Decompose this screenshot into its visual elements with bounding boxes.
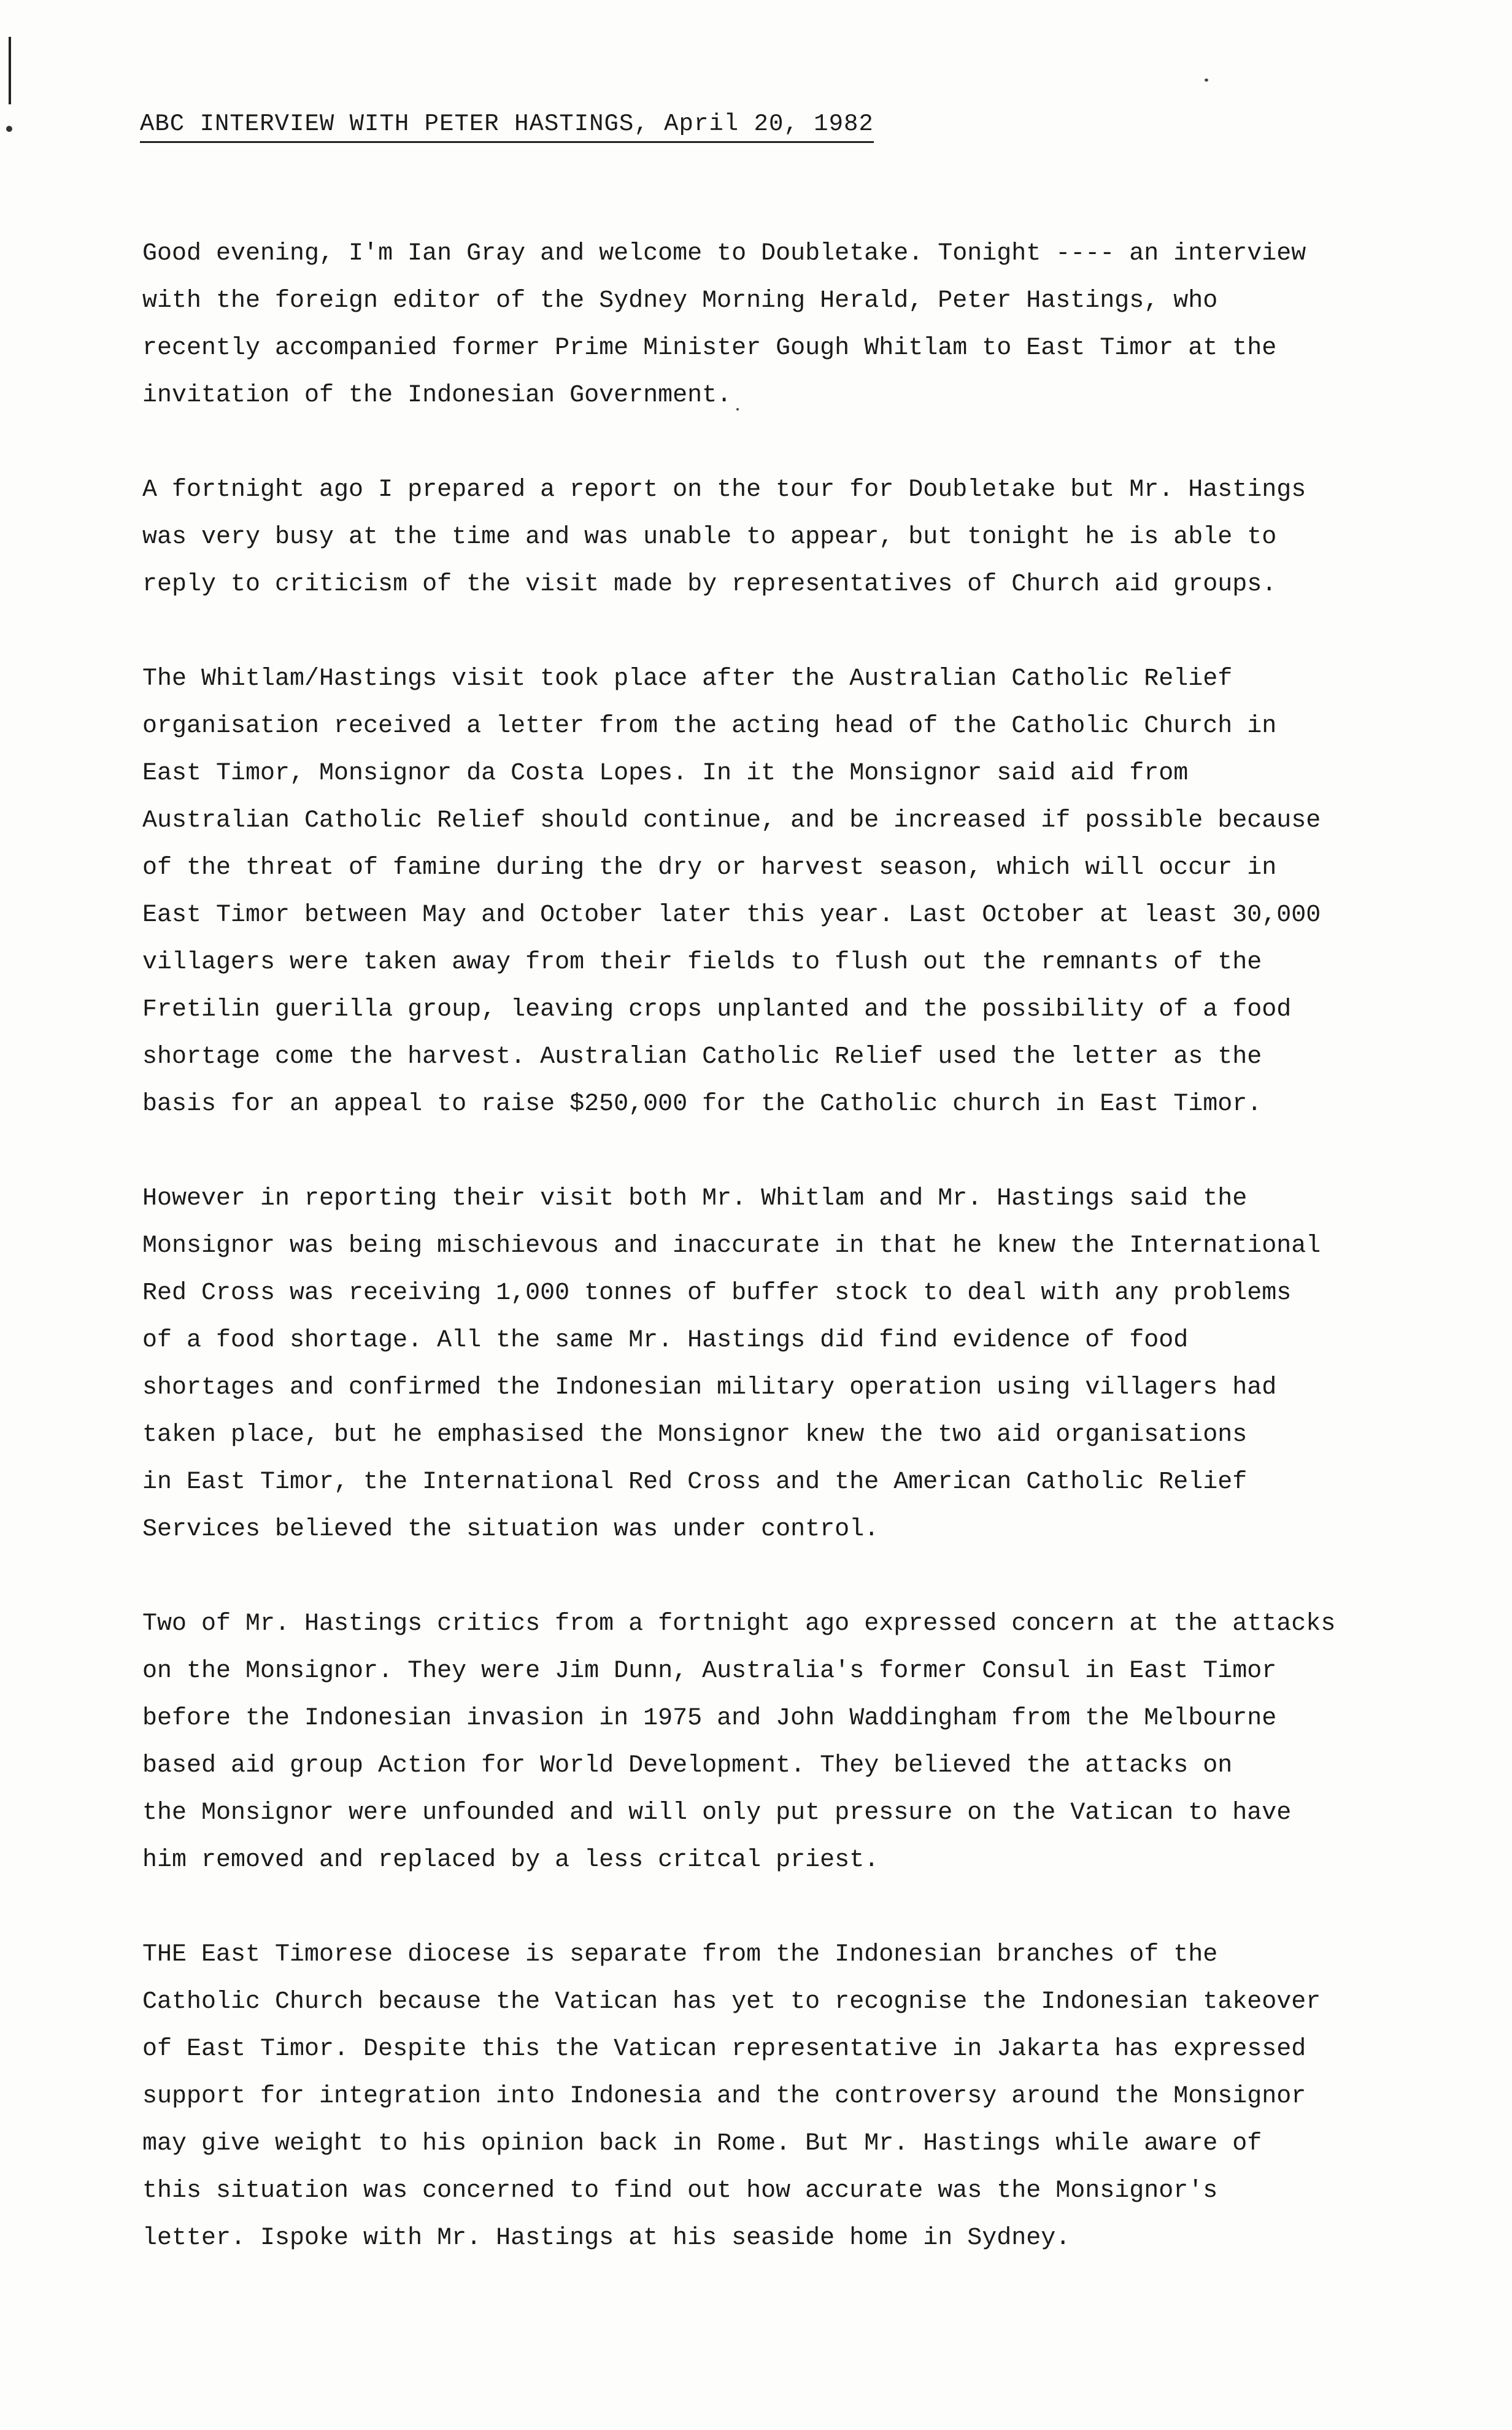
paragraph-fortnight-report: A fortnight ago I prepared a report on the tour for Doubletake but Mr. Hastings was very busy at the time and was unable to appear, but tonight he is able to reply to criticism of the visit made by representatives of Church aid groups. <box>142 476 1306 598</box>
paragraph-diocese: THE East Timorese diocese is separate from the Indonesian branches of the Catholic Church because the Vatican has yet to recognise the Indonesian takeover of East Timor. Despite this the Vatican representative in Jakarta has expressed support for integration into Indonesia and the controversy around the Monsignor may give weight to his opinion back in Rome. But Mr. Hastings while aware of this situation was concerned to find out how accurate was the Monsignor's letter. Ispoke with Mr. Hastings at his seaside home in Sydney. <box>142 1941 1321 2252</box>
paragraph-intro: Good evening, I'm Ian Gray and welcome to Doubletake. Tonight ---- an interview with the foreign editor of the Sydney Morning Herald, Peter Hastings, who recently accompanied former Prime Minister Gough Whitlam to East Timor at the invitation of the Indonesian Government. <box>142 240 1306 409</box>
margin-dot-mark <box>6 126 12 132</box>
margin-pen-mark <box>9 37 11 104</box>
paper-speck <box>1205 79 1208 82</box>
paragraph-visit-background: The Whitlam/Hastings visit took place after the Australian Catholic Relief organisation received a letter from the acting head of the Catholic Church in East Timor, Monsignor da Costa Lopes. In it the Monsignor said aid from Australian Catholic Relief should continue, and be increased if possible because of the threat of famine during the dry or harvest season, which will occur in East Timor between May and October later this year. Last October at least 30,000 villagers were taken away from their fields to flush out the remnants of the Fretilin guerilla group, leaving crops unplanted and the possibility of a food shortage come the harvest. Australian Catholic Relief used the letter as the basis for an appeal to raise $250,000 for the Catholic church in East Timor. <box>142 665 1321 1118</box>
paragraph-visit-report: However in reporting their visit both Mr. Whitlam and Mr. Hastings said the Monsignor was being mischievous and inaccurate in that he knew the International Red Cross was receiving 1,000 tonnes of buffer stock to deal with any problems of a food shortage. All the same Mr. Hastings did find evidence of food shortages and confirmed the Indonesian military operation using villagers had taken place, but he emphasised the Monsignor knew the two aid organisations in East Timor, the International Red Cross and the American Catholic Relief Services believed the situation was under control. <box>142 1185 1321 1543</box>
document-body <box>142 230 1443 2309</box>
paragraph-critics: Two of Mr. Hastings critics from a fortnight ago expressed concern at the attacks on the Monsignor. They were Jim Dunn, Australia's former Consul in East Timor before the Indonesian invasion in 1975 and John Waddingham from the Melbourne based aid group Action for World Development. They believed the attacks on the Monsignor were unfounded and will only put pressure on the Vatican to have him removed and replaced by a less critcal priest. <box>142 1610 1336 1874</box>
document-title: ABC INTERVIEW WITH PETER HASTINGS, April 20, 1982 <box>140 108 874 143</box>
